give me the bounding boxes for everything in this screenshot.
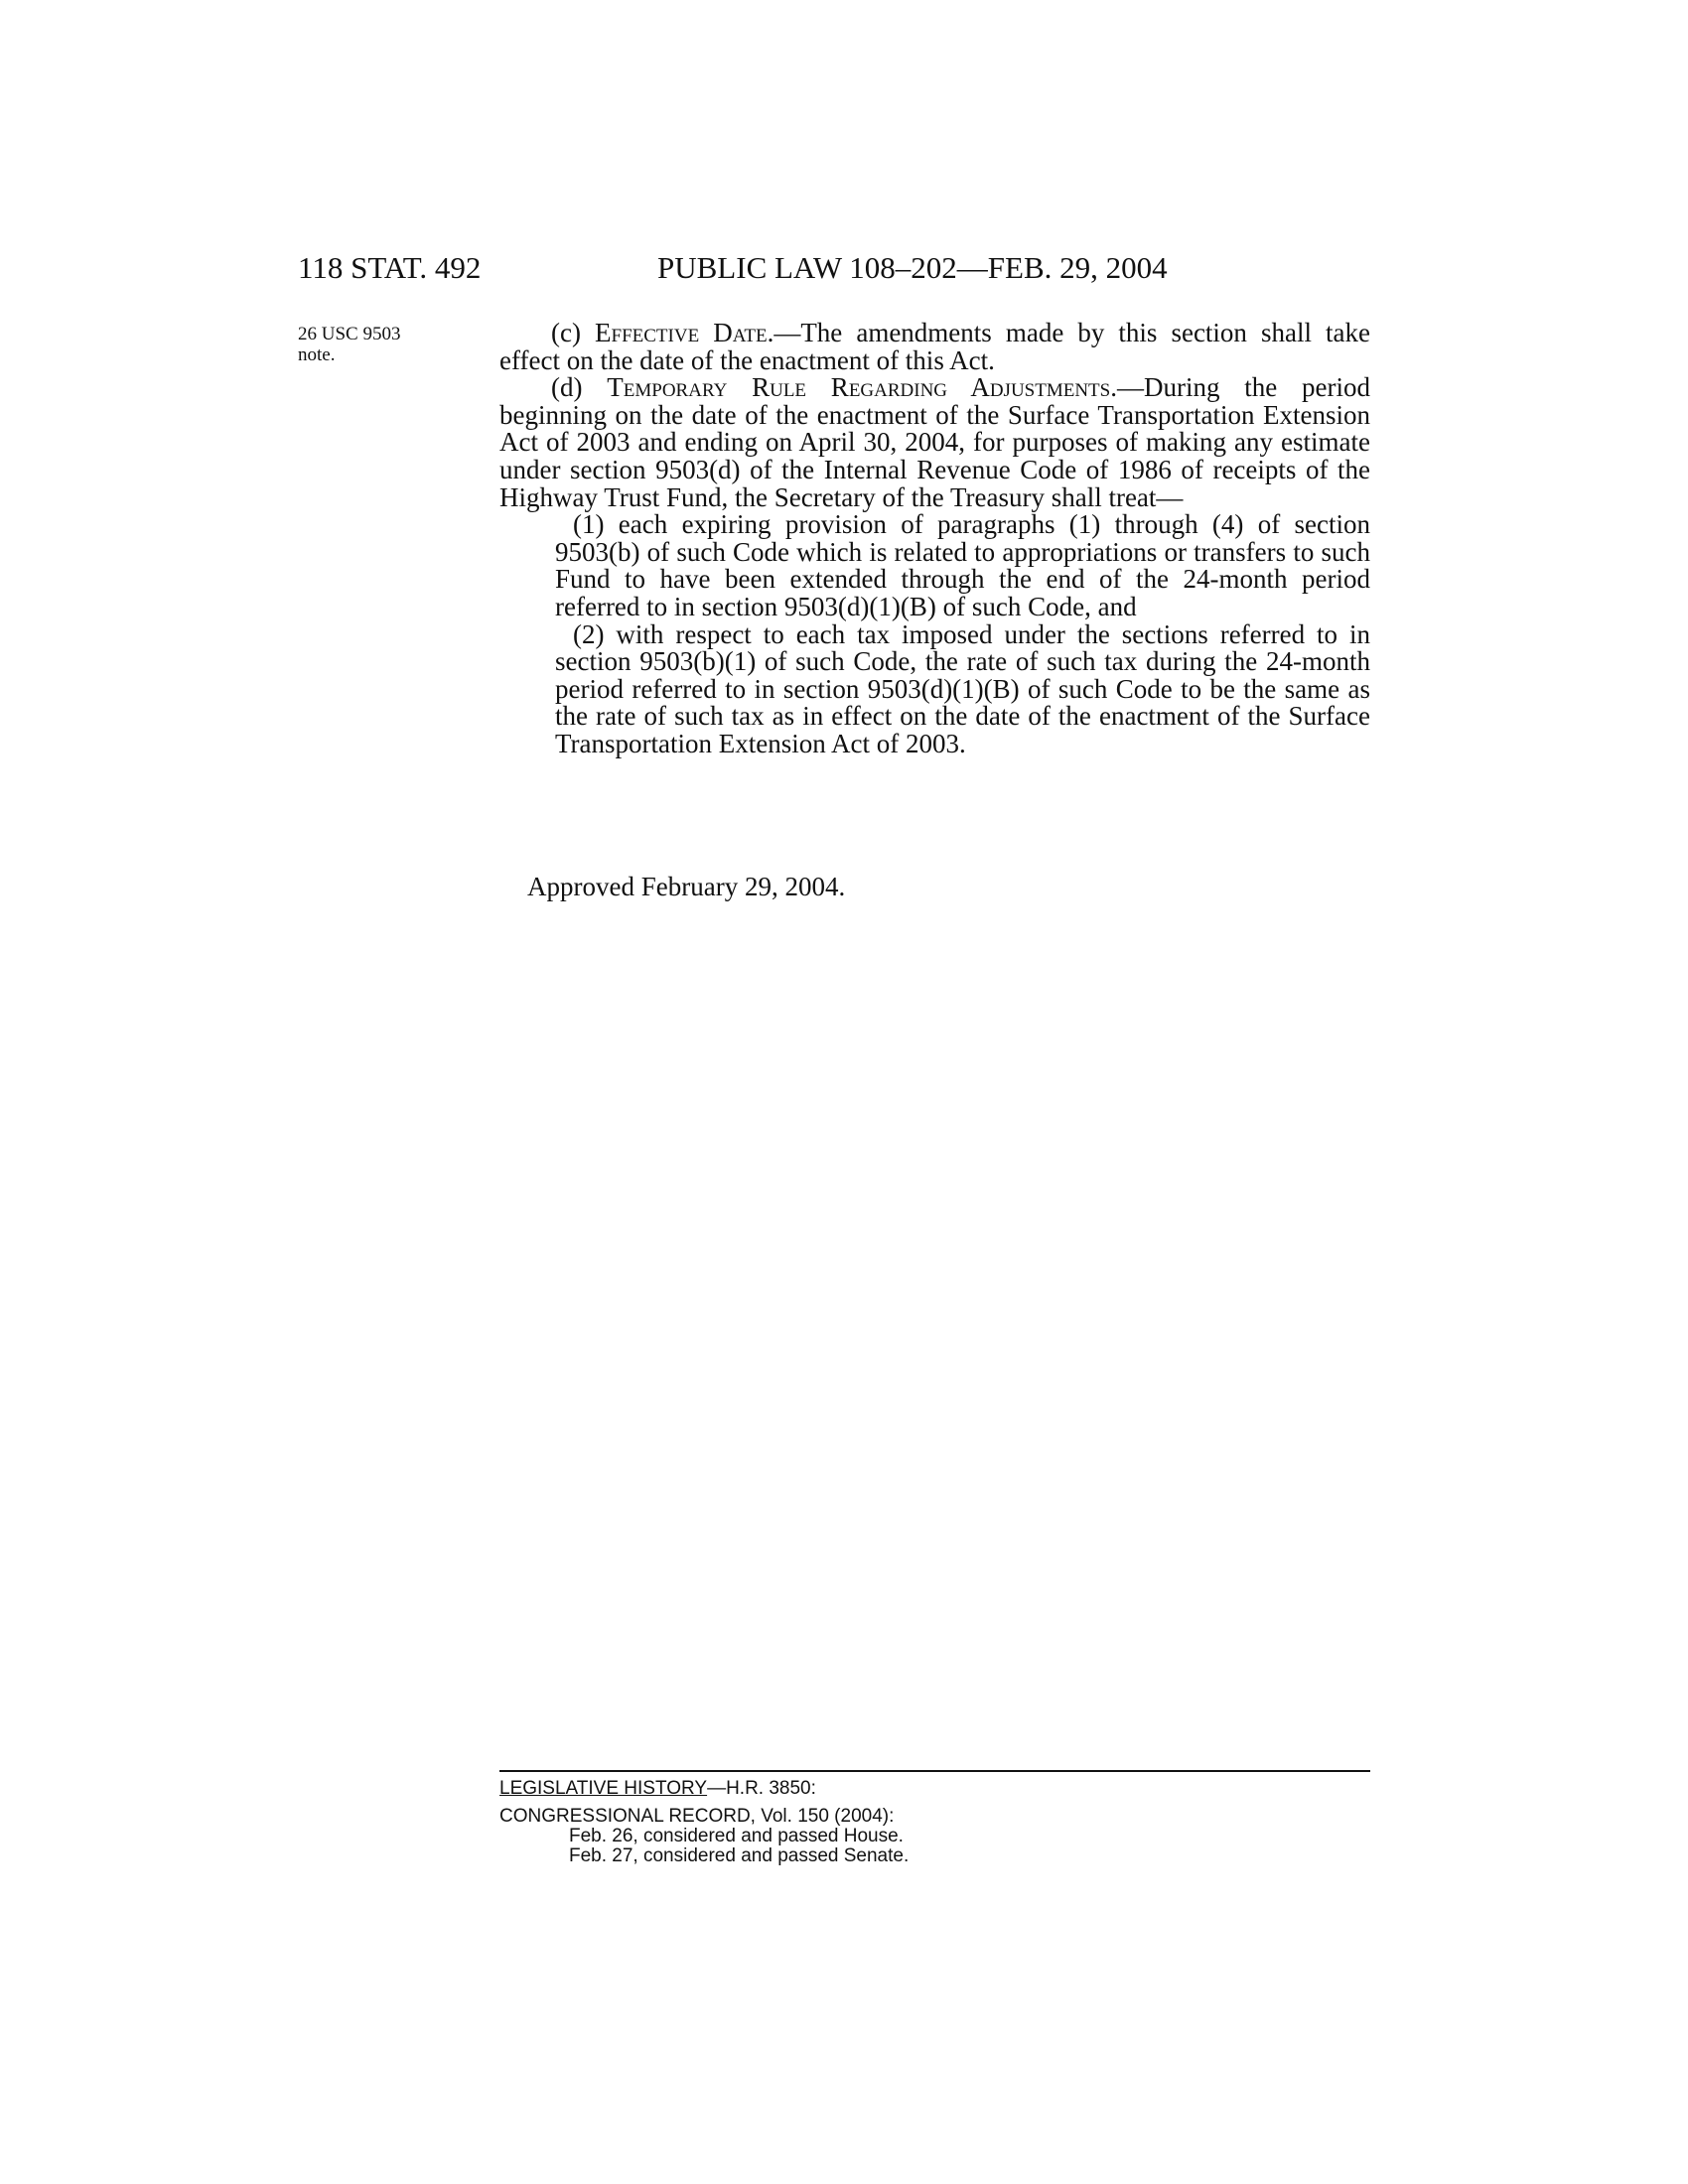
paragraph-d1: (1) each expiring provision of paragraphs (1) through (4) of section 9503(b) of such Code which is related to appropriations or transfers to such Fund to have been extended through the end of the 24-month period referred to in section 9503(d)(1)(B) of such Code, and bbox=[555, 509, 1370, 621]
margin-note-label: note. bbox=[298, 344, 336, 365]
congressional-record-line bbox=[499, 1807, 1370, 1827]
section-c-heading: Effective Date bbox=[595, 318, 768, 347]
statute-body bbox=[499, 320, 1370, 758]
record-volume: , Vol. 150 (2004): bbox=[750, 1806, 895, 1827]
section-d-prefix: (d) bbox=[551, 372, 608, 403]
stat-citation: 118 STAT. 492 bbox=[298, 250, 482, 285]
paragraph-d2: (2) with respect to each tax imposed under the sections referred to in section 9503(b)(1) of such Code, the rate of such tax during the 24-month period referred to in section 9503(d)(1)(B) of such Code to be the same as the rate of such tax as in effect on the date of the enactment of the Surface Transportation Extension Act of 2003. bbox=[555, 618, 1370, 758]
history-bill: —H.R. 3850: bbox=[707, 1778, 816, 1799]
approval-date: Approved February 29, 2004. bbox=[527, 872, 846, 901]
history-entry: Feb. 27, considered and passed Senate. bbox=[569, 1845, 910, 1866]
history-entry: Feb. 26, considered and passed House. bbox=[569, 1826, 904, 1846]
margin-note-citation: 26 USC 9503 bbox=[298, 324, 401, 344]
section-d bbox=[499, 374, 1370, 511]
running-head bbox=[298, 248, 1370, 288]
margin-note bbox=[298, 324, 437, 365]
section-d-text: .—During the period beginning on the date of the enactment of the Surface Transportation Extension Act of 2003 and ending on April 30, 2004, for purposes of making any estimate under section 9503(d) of the Internal Revenue Code of 1986 of receipts of the Highway Trust Fund, the Secretary of the Treasury shall treat— bbox=[499, 372, 1371, 512]
public-law-title: PUBLIC LAW 108–202—FEB. 29, 2004 bbox=[657, 250, 1168, 285]
section-c-text: .—The amendments made by this section shall take effect on the date of the enactment of this Act. bbox=[499, 318, 1370, 375]
history-divider bbox=[499, 1770, 1370, 1772]
section-d-heading: Temporary Rule Regarding Adjustments bbox=[607, 372, 1111, 403]
history-heading bbox=[499, 1779, 1370, 1799]
record-label: CONGRESSIONAL RECORD bbox=[499, 1806, 751, 1827]
section-c bbox=[499, 320, 1370, 374]
history-title: LEGISLATIVE HISTORY bbox=[499, 1778, 708, 1799]
legislative-history bbox=[499, 1770, 1370, 1866]
section-c-prefix: (c) bbox=[551, 318, 596, 347]
